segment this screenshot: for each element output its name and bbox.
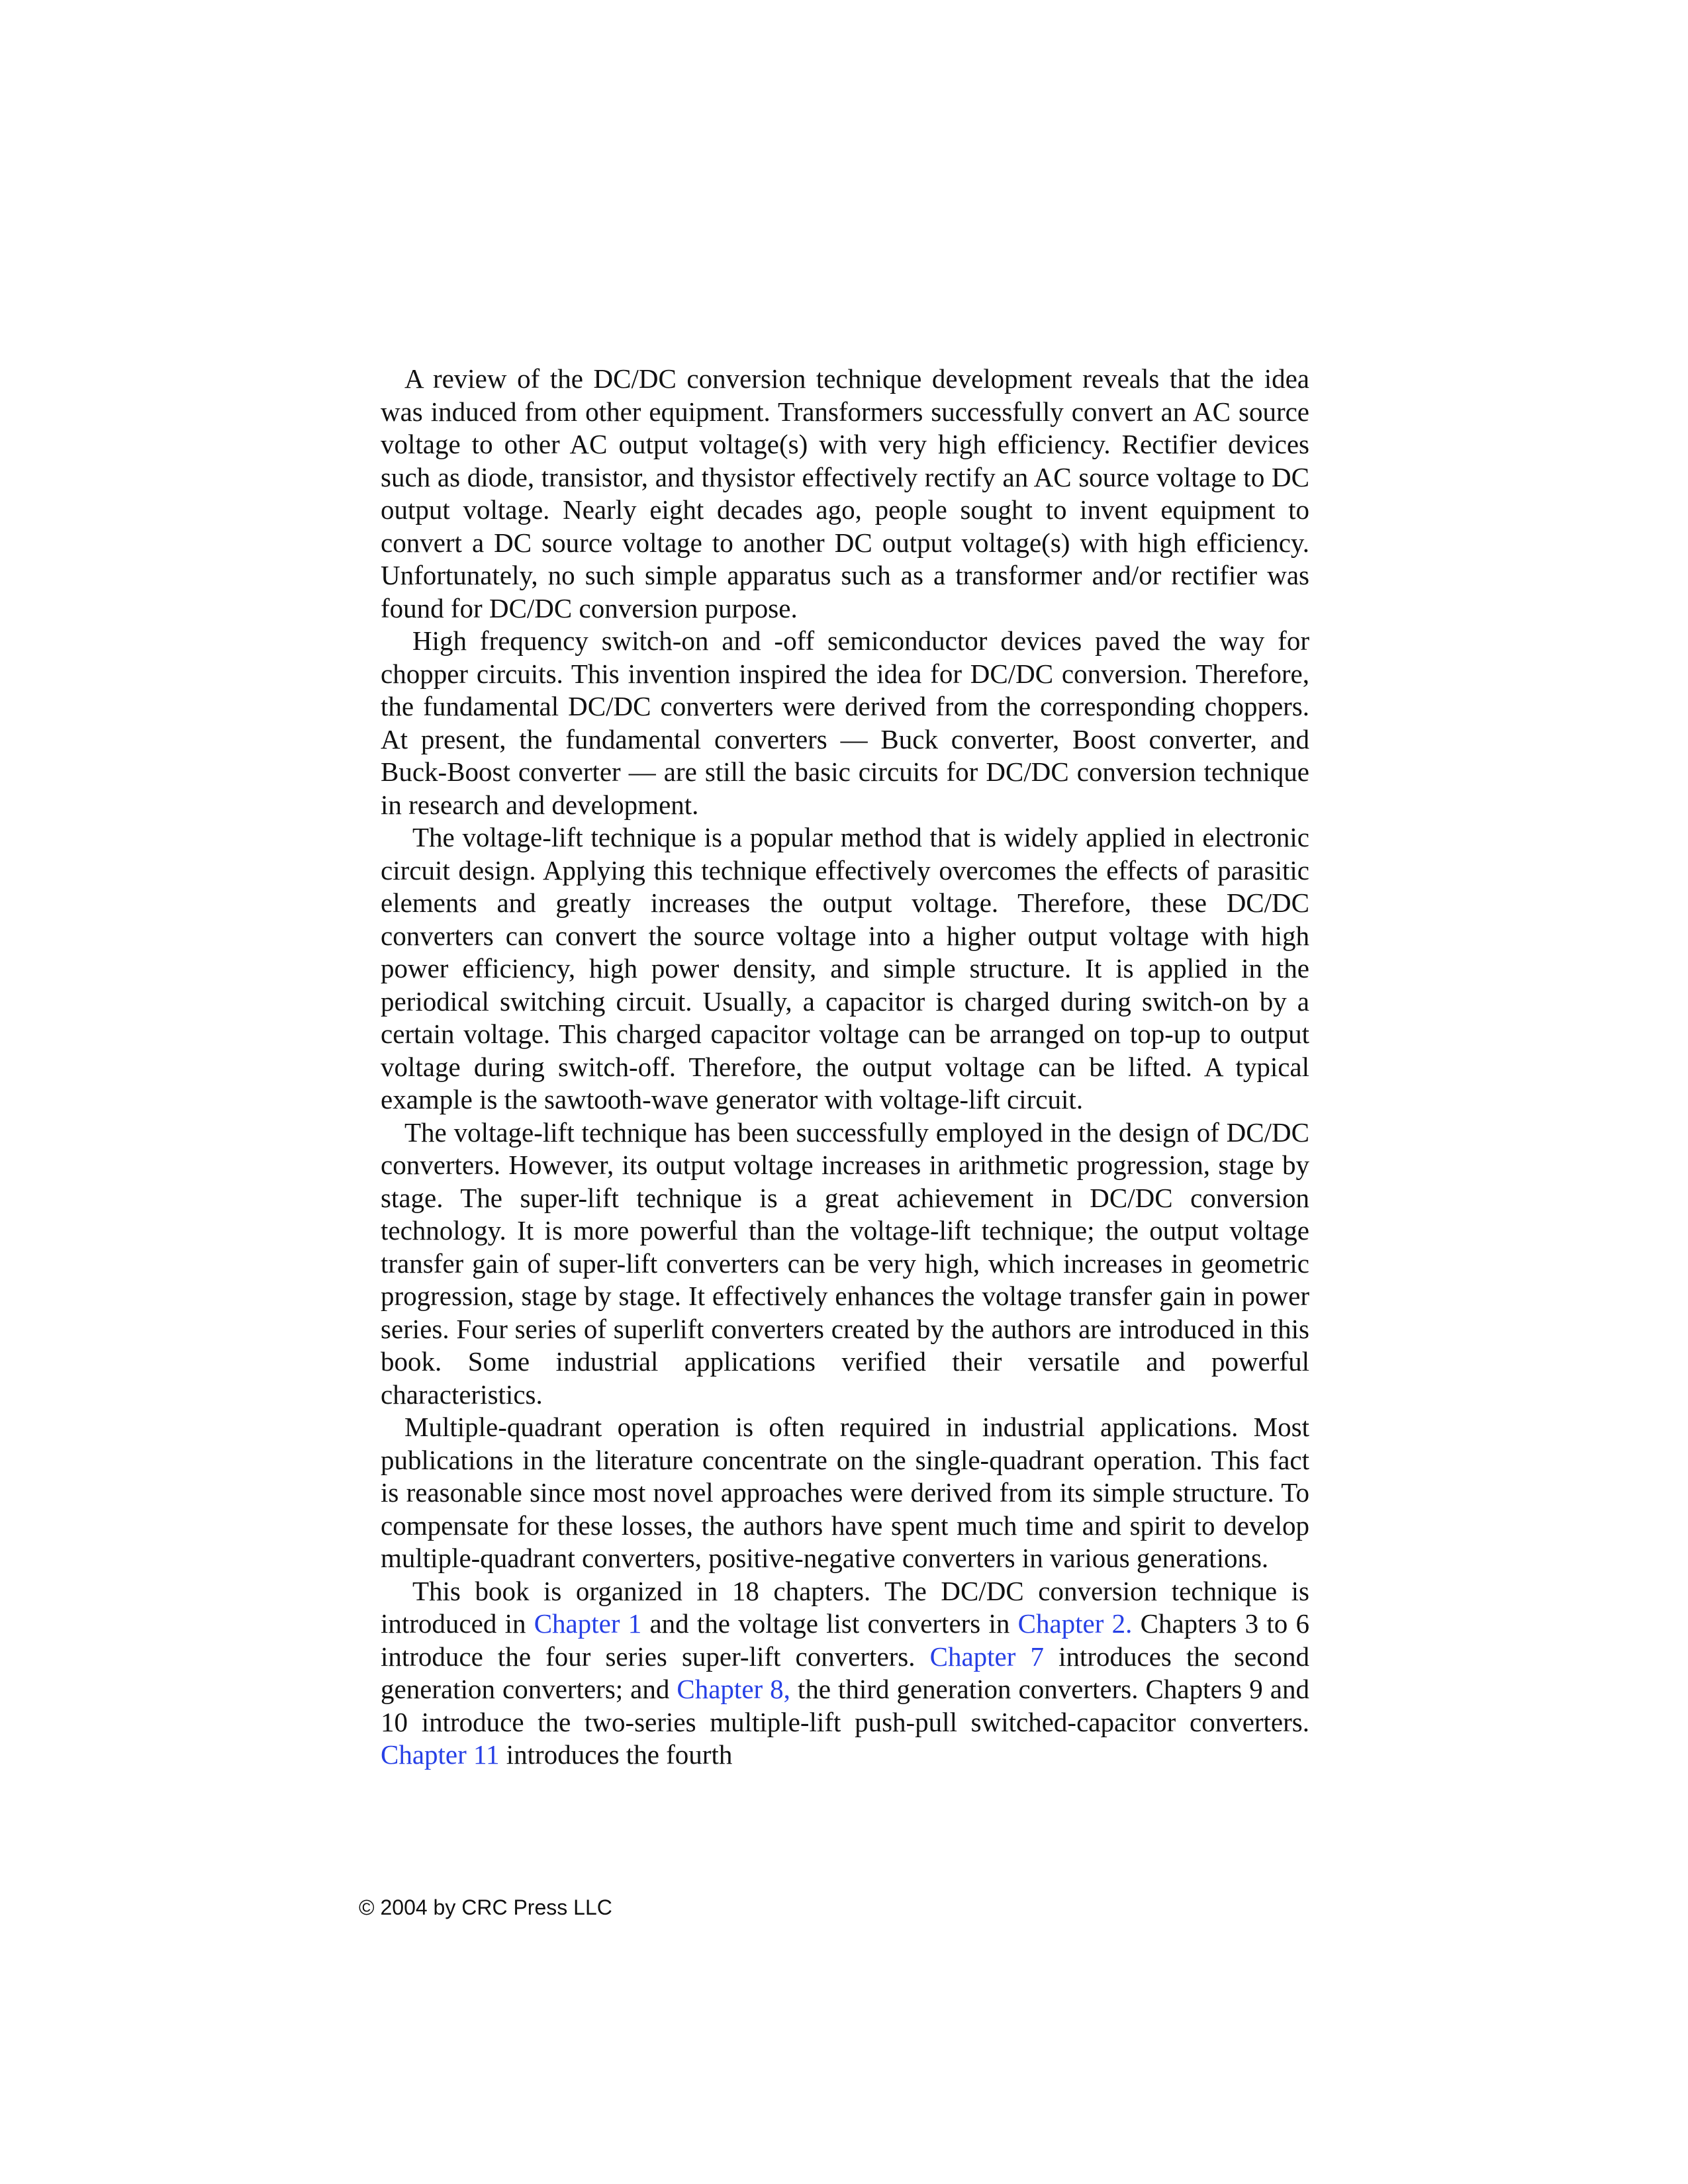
- text-segment: introduces the fourth: [499, 1739, 733, 1770]
- paragraph-super-lift: The voltage-lift technique has been successfully employed in the design of DC/DC converters. However, its output voltage increases in arithmetic progression, stage by stage. The super-lift technique is a great achievement in DC/DC conversion technology. It is more powerful than the voltage-lift technique; the output voltage transfer gain of super-lift converters can be very high, which increases in geometric progression, stage by stage. It effectively enhances the voltage transfer gain in power series. Four series of superlift converters created by the authors are introduced in this book. Some industrial applications verified their versatile and powerful characteristics.: [381, 1116, 1309, 1410]
- text-segment: This book is organized in 18 chapters. The DC/DC conversion technique is introduced in: [381, 1575, 1309, 1639]
- chapter-8-link[interactable]: Chapter 8,: [677, 1674, 790, 1704]
- paragraph-chopper-circuits: High frequency switch-on and -off semiconductor devices paved the way for chopper circuits. This invention inspired the idea for DC/DC conversion. Therefore, the fundamental DC/DC converters were derived from the corresponding choppers. At present, the fundamental converters — Buck converter, Boost converter, and Buck-Boost converter — are still the basic circuits for DC/DC conversion technique in research and development.: [381, 625, 1309, 820]
- chapter-7-link[interactable]: Chapter 7: [929, 1641, 1044, 1672]
- paragraph-book-organization: [381, 1575, 1309, 1772]
- body-text: [381, 363, 1309, 1772]
- chapter-11-link[interactable]: Chapter 11: [381, 1739, 500, 1770]
- text-segment: the third generation converters. Chapters 9 and 10 introduce the two-series multiple-lift push-pull switched-capacitor converters.: [381, 1674, 1309, 1737]
- text-segment: introduces the second generation converters; and: [381, 1641, 1309, 1704]
- chapter-2-link[interactable]: Chapter 2.: [1017, 1608, 1133, 1639]
- text-segment: Chapters 3 to 6 introduce the four series super-lift converters.: [381, 1608, 1309, 1672]
- paragraph-voltage-lift-intro: The voltage-lift technique is a popular method that is widely applied in electronic circuit design. Applying this technique effectively overcomes the effects of parasitic elements and greatly increases the output voltage. Therefore, these DC/DC converters can convert the source voltage into a higher output voltage with high power efficiency, high power density, and simple structure. It is applied in the periodical switching circuit. Usually, a capacitor is charged during switch-on by a certain voltage. This charged capacitor voltage can be arranged on top-up to output voltage during switch-off. Therefore, the output voltage can be lifted. A typical example is the sawtooth-wave generator with voltage-lift circuit.: [381, 822, 1309, 1115]
- copyright-notice: © 2004 by CRC Press LLC: [359, 1895, 612, 1919]
- paragraph-multiple-quadrant: Multiple-quadrant operation is often required in industrial applications. Most publications in the literature concentrate on the single-quadrant operation. This fact is reasonable since most novel approaches were derived from its simple structure. To compensate for these losses, the authors have spent much time and spirit to develop multiple-quadrant converters, positive-negative converters in various generations.: [381, 1412, 1309, 1573]
- chapter-1-link[interactable]: Chapter 1: [534, 1608, 642, 1639]
- text-segment: and the voltage list converters in: [641, 1608, 1018, 1639]
- paragraph-dc-dc-review: A review of the DC/DC conversion technique development reveals that the idea was induced from other equipment. Transformers successfully convert an AC source voltage to other AC output voltage(s) with very high efficiency. Rectifier devices such as diode, transistor, and thysistor effectively rectify an AC source voltage to DC output voltage. Nearly eight decades ago, people sought to invent equipment to convert a DC source voltage to another DC output voltage(s) with high efficiency. Unfortunately, no such simple apparatus such as a transformer and/or rectifier was found for DC/DC conversion purpose.: [381, 363, 1309, 623]
